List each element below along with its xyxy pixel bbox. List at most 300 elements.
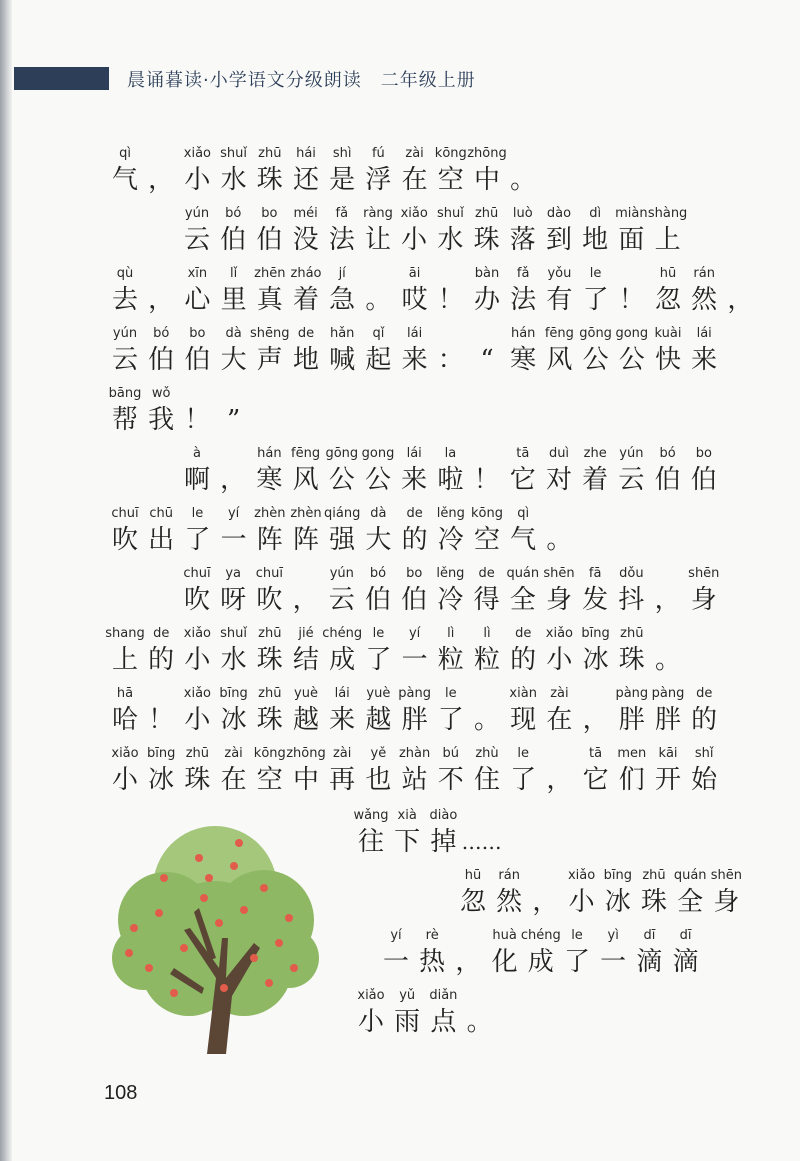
hanzi: 寒 (256, 465, 283, 495)
hanzi: 全 (677, 887, 704, 917)
hanzi: 空 (437, 165, 464, 195)
hanzi: 粒 (473, 645, 500, 675)
hanzi: 化 (491, 947, 518, 977)
hanzi: 水 (220, 645, 247, 675)
hanzi: 不 (437, 765, 464, 795)
pinyin: chū (149, 506, 173, 521)
hanzi: 落 (509, 225, 536, 255)
hanzi: 了 (582, 285, 609, 315)
hanzi: 伯 (184, 345, 211, 375)
hanzi: ！ (184, 405, 211, 435)
hanzi: 珠 (618, 645, 645, 675)
hanzi: 哈 (111, 705, 138, 735)
pinyin: yún (619, 446, 644, 461)
hanzi: ！ (437, 285, 464, 315)
pinyin: zháo (290, 266, 322, 281)
fruit (180, 944, 188, 952)
hanzi: 忽 (654, 285, 681, 315)
pinyin: zhū (620, 626, 644, 641)
header-color-bar (14, 67, 109, 90)
hanzi: 也 (365, 765, 392, 795)
hanzi: 滴 (636, 947, 663, 977)
pinyin: shàng (647, 206, 688, 221)
pinyin: chéng (322, 626, 363, 641)
pinyin: à (193, 446, 201, 461)
pinyin: xiǎo (183, 626, 211, 641)
hanzi: 越 (365, 705, 392, 735)
pinyin: de (297, 326, 315, 341)
pinyin: xiàn (509, 686, 537, 701)
pinyin: yě (370, 746, 387, 761)
pinyin: rè (425, 928, 439, 943)
pinyin: lěng (436, 566, 465, 581)
hanzi: 心 (184, 285, 211, 315)
hanzi: 让 (364, 225, 391, 255)
hanzi: 了 (510, 765, 537, 795)
hanzi: 冰 (604, 887, 631, 917)
hanzi: 小 (357, 1007, 384, 1037)
hanzi: 来 (401, 345, 428, 375)
pinyin: tā (589, 746, 603, 761)
pinyin: bo (189, 326, 206, 341)
hanzi: ， (727, 285, 754, 315)
pinyin: shēn (543, 566, 575, 581)
pinyin: de (153, 626, 170, 641)
hanzi: 公 (328, 465, 355, 495)
hanzi: 它 (509, 465, 536, 495)
pinyin: shang (105, 626, 145, 641)
pinyin: shuǐ (436, 206, 464, 221)
pinyin: bo (261, 206, 278, 221)
hanzi: 没 (292, 225, 319, 255)
pinyin: bīng (581, 626, 610, 641)
hanzi: 云 (183, 225, 210, 255)
hanzi: 是 (329, 165, 356, 195)
pinyin: yún (112, 326, 138, 341)
hanzi: 滴 (672, 947, 699, 977)
hanzi: 吹 (111, 525, 138, 555)
hanzi: ！ (618, 285, 645, 315)
pinyin: zhōng (286, 746, 326, 761)
pinyin: zhū (642, 868, 666, 883)
hanzi: 冰 (220, 705, 247, 735)
hanzi: 开 (654, 765, 681, 795)
hanzi: 强 (329, 525, 356, 555)
fruit (260, 884, 268, 892)
hanzi: 大 (220, 345, 247, 375)
hanzi: 地 (292, 345, 319, 375)
pinyin: le (517, 746, 529, 761)
pinyin: ya (225, 566, 242, 581)
pinyin: lì (447, 626, 455, 641)
hanzi: 气 (111, 165, 138, 195)
pinyin: fēng (291, 446, 321, 461)
hanzi: 成 (527, 947, 554, 977)
hanzi: ， (292, 585, 319, 615)
hanzi: 得 (473, 585, 500, 615)
hanzi: 粒 (437, 645, 464, 675)
pinyin: pàng (651, 686, 685, 701)
hanzi: 。 (473, 705, 500, 735)
fruit (240, 906, 248, 914)
hanzi: 伯 (364, 585, 391, 615)
hanzi: 快 (654, 345, 681, 375)
pinyin: zhèn (254, 506, 286, 521)
pinyin: bàn (474, 266, 500, 281)
pinyin: xiǎo (357, 988, 385, 1003)
hanzi: 公 (582, 345, 609, 375)
hanzi: ， (546, 765, 573, 795)
fruit (220, 984, 228, 992)
hanzi: 我 (148, 405, 175, 435)
pinyin: zài (550, 686, 569, 701)
pinyin: de (696, 686, 713, 701)
hanzi: 。 (365, 285, 392, 315)
pinyin: hǎn (329, 326, 355, 341)
hanzi: 身 (713, 887, 740, 917)
pinyin: dī (643, 928, 656, 943)
hanzi: 呀 (220, 585, 247, 615)
fruit (160, 874, 168, 882)
hanzi: 的 (148, 645, 175, 675)
hanzi: 小 (568, 887, 595, 917)
pinyin: gong (615, 326, 649, 341)
hanzi: 大 (365, 525, 392, 555)
hanzi: 。 (466, 1007, 493, 1037)
fruit (145, 964, 153, 972)
pinyin: chuī (183, 566, 211, 581)
hanzi: 珠 (184, 765, 211, 795)
pinyin: méi (293, 206, 318, 221)
pinyin: zài (224, 746, 243, 761)
hanzi: 伯 (256, 225, 283, 255)
pinyin: yí (408, 626, 421, 641)
pinyin: bīng (603, 868, 632, 883)
pinyin: shuǐ (220, 146, 248, 161)
hanzi: 越 (292, 705, 319, 735)
foliage-blob (112, 926, 176, 990)
pinyin: lái (696, 326, 712, 341)
hanzi: 站 (401, 765, 428, 795)
pinyin: zhū (185, 746, 210, 761)
hanzi: 面 (618, 225, 645, 255)
pinyin: zhēn (254, 266, 286, 281)
pinyin: bó (369, 566, 387, 581)
pinyin: yí (227, 506, 240, 521)
hanzi: 珠 (256, 165, 283, 195)
pinyin: hán (257, 446, 282, 461)
pinyin: shǐ (694, 746, 714, 761)
pinyin: zhe (583, 446, 607, 461)
hanzi: 它 (582, 765, 609, 795)
hanzi: 了 (563, 947, 590, 977)
hanzi: ， (532, 887, 559, 917)
pinyin: lái (406, 326, 423, 341)
pinyin: xiǎo (111, 746, 139, 761)
hanzi: 一 (600, 947, 627, 977)
hanzi: 空 (473, 525, 500, 555)
fruit (265, 979, 273, 987)
pinyin: bāng (108, 386, 142, 401)
pinyin: yí (390, 928, 402, 943)
hanzi: 胖 (654, 705, 681, 735)
pinyin: kāi (658, 746, 678, 761)
hanzi: 啊 (183, 465, 210, 495)
hanzi: 然 (691, 285, 718, 315)
fruit (200, 894, 208, 902)
hanzi: 伯 (401, 585, 428, 615)
hanzi: 法 (328, 225, 355, 255)
hanzi: 中 (292, 765, 319, 795)
hanzi: ， (654, 585, 681, 615)
pinyin: xiǎo (183, 146, 211, 161)
hanzi: 着 (582, 465, 609, 495)
hanzi: 冷 (437, 525, 464, 555)
pinyin: qiáng (324, 506, 361, 521)
hanzi: 风 (546, 345, 573, 375)
pinyin: lěng (436, 506, 465, 521)
pinyin: gōng (579, 326, 612, 341)
pinyin: xiǎo (545, 626, 573, 641)
hanzi: 还 (292, 165, 319, 195)
pinyin: bo (406, 566, 423, 581)
pinyin: miàn (615, 206, 648, 221)
pinyin: yǒu (547, 266, 572, 281)
hanzi: 帮 (111, 405, 138, 435)
hanzi: 下 (394, 827, 421, 857)
hanzi: 来 (329, 705, 356, 735)
tree-icon (104, 818, 326, 1054)
pinyin: dà (225, 326, 242, 341)
fruit (275, 939, 283, 947)
pinyin: rán (498, 868, 520, 883)
pinyin: fú (371, 146, 385, 161)
pinyin: pàng (398, 686, 431, 701)
pinyin: diǎn (429, 988, 458, 1003)
hanzi: 始 (691, 765, 718, 795)
hanzi: 一 (401, 645, 428, 675)
hanzi: 办 (473, 285, 500, 315)
hanzi: “ (480, 345, 494, 375)
pinyin: de (478, 566, 495, 581)
hanzi: 上 (111, 645, 138, 675)
hanzi: ， (220, 465, 247, 495)
fruit (195, 854, 203, 862)
hanzi: 了 (365, 645, 392, 675)
hanzi: 啦 (437, 465, 464, 495)
pinyin: hā (116, 686, 134, 701)
pinyin: lái (334, 686, 350, 701)
hanzi: 成 (329, 645, 356, 675)
pinyin: wǒ (151, 386, 171, 401)
hanzi: 身 (545, 585, 572, 615)
hanzi: 阵 (256, 525, 283, 555)
hanzi: 忽 (459, 887, 486, 917)
hanzi: 胖 (401, 705, 428, 735)
hanzi: 在 (546, 705, 573, 735)
hanzi: 公 (618, 345, 645, 375)
hanzi: 小 (184, 645, 211, 675)
hanzi: 珠 (640, 887, 667, 917)
pinyin: zhōng (467, 146, 507, 161)
pinyin: zhū (258, 686, 282, 701)
hanzi: 。 (654, 645, 681, 675)
foliage-blob (259, 928, 319, 988)
pinyin: bīng (219, 686, 248, 701)
hanzi: 法 (510, 285, 537, 315)
pinyin: yuè (294, 686, 318, 701)
hanzi: 出 (148, 525, 175, 555)
hanzi: 云 (328, 585, 355, 615)
fruit (130, 924, 138, 932)
pinyin: le (571, 928, 583, 943)
pinyin: dǒu (619, 566, 644, 581)
pinyin: yì (607, 928, 619, 943)
hanzi: 冰 (148, 765, 175, 795)
pinyin: la (444, 446, 457, 461)
hanzi: 伯 (690, 465, 717, 495)
pinyin: lǐ (229, 266, 238, 281)
hanzi: 一 (220, 525, 247, 555)
hanzi: 结 (292, 645, 319, 675)
hanzi: 小 (184, 165, 211, 195)
pinyin: gong (361, 446, 395, 461)
hanzi: 着 (292, 285, 319, 315)
pinyin: zài (332, 746, 352, 761)
hanzi: 上 (654, 225, 681, 255)
pinyin: fēng (544, 326, 574, 341)
pinyin: dì (589, 206, 602, 221)
pinyin: qì (119, 146, 131, 161)
pinyin: fǎ (516, 266, 530, 281)
pinyin: kōng (471, 506, 503, 521)
pinyin: ràng (363, 206, 393, 221)
pinyin: yún (329, 566, 354, 581)
pinyin: pàng (615, 686, 649, 701)
hanzi: 浮 (365, 165, 392, 195)
pinyin: shēn (710, 868, 743, 883)
hanzi: 云 (111, 345, 138, 375)
pinyin: shuǐ (220, 626, 248, 641)
hanzi: 冷 (437, 585, 464, 615)
pinyin: zhū (258, 626, 282, 641)
pinyin: shēn (688, 566, 720, 581)
pinyin: lì (483, 626, 491, 641)
hanzi: 抖 (618, 585, 645, 615)
hanzi: ， (148, 285, 175, 315)
fruit (205, 874, 213, 882)
hanzi: 身 (690, 585, 717, 615)
pinyin: gōng (325, 446, 359, 461)
hanzi: 吹 (183, 585, 210, 615)
pinyin: men (617, 746, 647, 761)
pinyin: le (372, 626, 385, 641)
hanzi: 到 (545, 225, 572, 255)
hanzi: 起 (365, 345, 392, 375)
pinyin: chuī (255, 566, 284, 581)
hanzi: 了 (184, 525, 211, 555)
hanzi: ！ (473, 465, 500, 495)
hanzi: 风 (292, 465, 319, 495)
pinyin: rán (693, 266, 715, 281)
pinyin: lái (406, 446, 422, 461)
hanzi: 再 (329, 765, 356, 795)
pinyin: āi (408, 266, 421, 281)
hanzi: 寒 (510, 345, 537, 375)
pinyin: luò (512, 206, 533, 221)
hanzi: 。 (546, 525, 573, 555)
pinyin: kōng (434, 146, 467, 161)
pinyin: de (406, 506, 423, 521)
hanzi: 冰 (582, 645, 609, 675)
pinyin: tā (516, 446, 530, 461)
pinyin: chéng (520, 928, 561, 943)
hanzi: 有 (546, 285, 573, 315)
pinyin: de (515, 626, 532, 641)
hanzi: 然 (496, 887, 523, 917)
pinyin: bó (659, 446, 676, 461)
hanzi: 伯 (654, 465, 681, 495)
hanzi: 点 (430, 1007, 457, 1037)
hanzi: 气 (510, 525, 537, 555)
hanzi: 一 (382, 947, 409, 977)
hanzi: …… (461, 830, 502, 854)
hanzi: 全 (509, 585, 536, 615)
pinyin: zhàn (398, 746, 431, 761)
pinyin: zhū (258, 146, 282, 161)
hanzi: 的 (510, 645, 537, 675)
hanzi: 掉 (430, 827, 457, 857)
hanzi: 们 (618, 765, 645, 795)
hanzi: 伯 (148, 345, 175, 375)
pinyin: quán (673, 868, 707, 883)
fruit (250, 954, 258, 962)
pinyin: xiǎo (400, 206, 428, 221)
hanzi: 小 (184, 705, 211, 735)
pinyin: xiǎo (183, 686, 211, 701)
pinyin: qì (517, 506, 530, 521)
hanzi: 小 (546, 645, 573, 675)
hanzi: 云 (618, 465, 645, 495)
hanzi: 声 (256, 345, 283, 375)
hanzi: 公 (364, 465, 391, 495)
fruit (290, 964, 298, 972)
pinyin: hū (659, 266, 677, 281)
hanzi: 水 (437, 225, 464, 255)
hanzi: 雨 (394, 1007, 421, 1037)
fruit (285, 914, 293, 922)
hanzi: ！ (148, 705, 175, 735)
pinyin: le (589, 266, 602, 281)
hanzi: 热 (419, 947, 446, 977)
hanzi: 在 (220, 765, 247, 795)
pinyin: kuài (654, 326, 682, 341)
pinyin: hū (464, 868, 482, 883)
hanzi: 阵 (292, 525, 319, 555)
pinyin: xiǎo (567, 868, 596, 883)
pinyin: bo (695, 446, 712, 461)
pinyin: kōng (253, 746, 286, 761)
pinyin: yǔ (399, 988, 416, 1003)
pinyin: le (444, 686, 457, 701)
pinyin: fǎ (335, 206, 349, 221)
pinyin: zhù (475, 746, 499, 761)
hanzi: 往 (357, 827, 384, 857)
pinyin: qǐ (372, 326, 385, 341)
pinyin: zài (405, 146, 424, 161)
hanzi: ： (437, 345, 464, 375)
pinyin: le (191, 506, 204, 521)
